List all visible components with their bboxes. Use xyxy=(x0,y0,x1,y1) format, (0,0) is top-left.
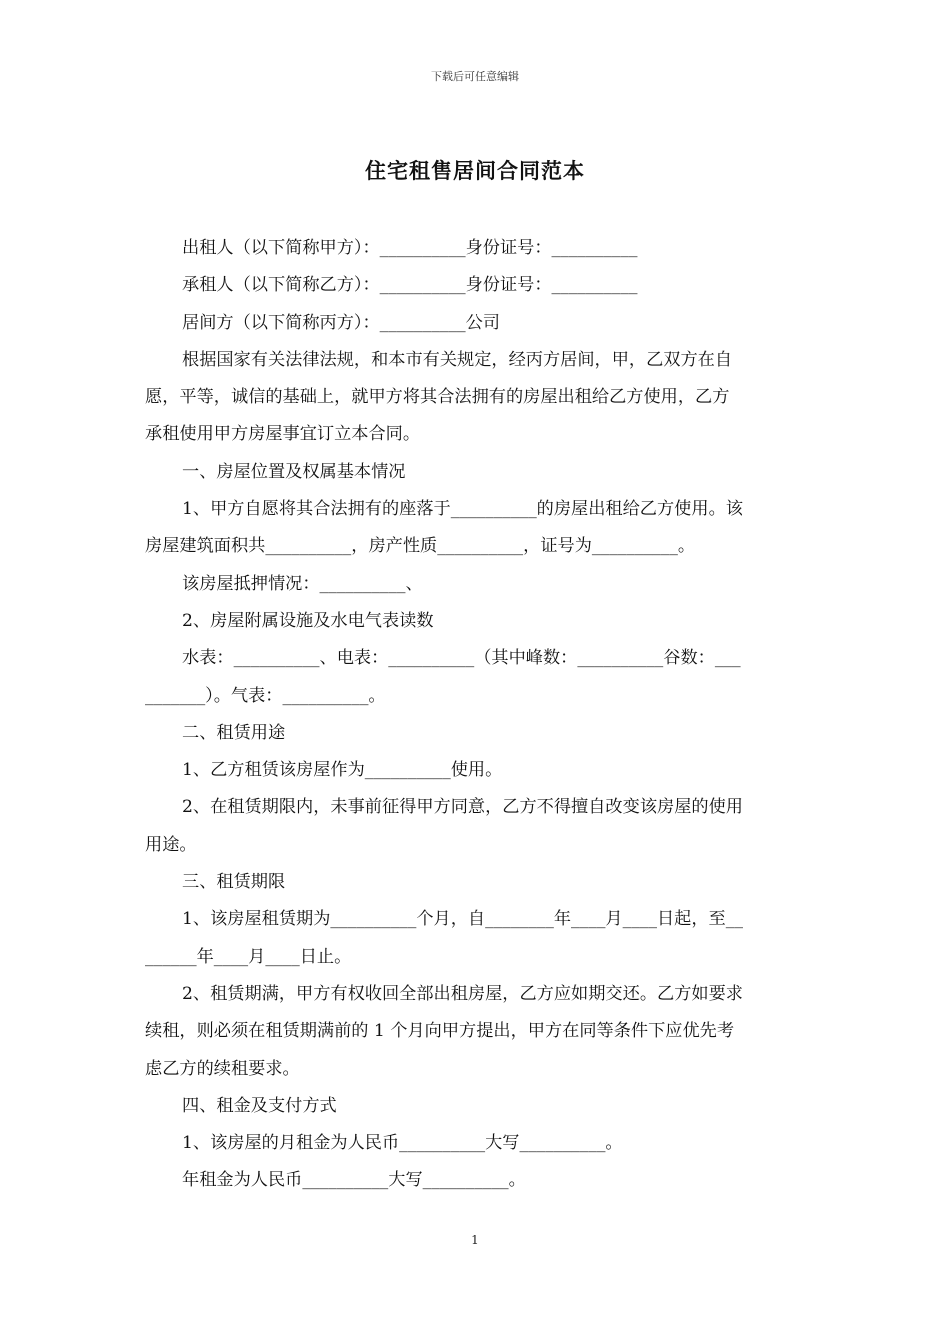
section-heading: 一、房屋位置及权属基本情况 xyxy=(182,461,406,482)
section-heading: 四、租金及支付方式 xyxy=(182,1095,337,1116)
paragraph-line: 2、租赁期满，甲方有权收回全部出租房屋，乙方应如期交还。乙方如要求 xyxy=(182,983,743,1004)
header-note: 下载后可任意编辑 xyxy=(431,70,519,83)
paragraph-line: 该房屋抵押情况：__________、 xyxy=(182,573,423,594)
contract-body xyxy=(145,230,810,1200)
paragraph-line: 1、该房屋租赁期为__________个月，自________年____月____日起，至__ xyxy=(182,909,743,930)
paragraph-line: 根据国家有关法律法规，和本市有关规定，经丙方居间，甲，乙双方在自 xyxy=(182,349,733,370)
paragraph-line: 2、在租赁期限内，未事前征得甲方同意，乙方不得擅自改变该房屋的使用 xyxy=(182,797,743,818)
paragraph-line: 居间方（以下简称丙方）：__________公司 xyxy=(182,312,500,333)
paragraph-line: 水表：__________、电表：__________（其中峰数：__________谷数：___ xyxy=(182,648,741,669)
paragraph-line: 虑乙方的续租要求。 xyxy=(145,1058,300,1079)
paragraph-line: 用途。 xyxy=(145,834,197,855)
paragraph-line: 1、该房屋的月租金为人民币__________大写__________。 xyxy=(182,1133,623,1154)
paragraph-line: 愿，平等，诚信的基础上，就甲方将其合法拥有的房屋出租给乙方使用，乙方 xyxy=(145,387,730,408)
paragraph-line: 承租人（以下简称乙方）：__________身份证号：__________ xyxy=(182,275,638,296)
paragraph-line: 1、乙方租赁该房屋作为__________使用。 xyxy=(182,760,503,781)
section-heading: 二、租赁用途 xyxy=(182,722,286,743)
page-number: 1 xyxy=(471,1233,479,1247)
paragraph-line: 续租，则必须在租赁期满前的 1 个月向甲方提出，甲方在同等条件下应优先考 xyxy=(145,1021,735,1042)
paragraph-line: ______年____月____日止。 xyxy=(145,946,352,967)
paragraph-line: 年租金为人民币__________大写__________。 xyxy=(182,1170,526,1191)
paragraph-line: 房屋建筑面积共__________，房产性质__________，证号为__________。 xyxy=(145,536,696,557)
paragraph-line: 2、房屋附属设施及水电气表读数 xyxy=(182,610,434,631)
section-heading: 三、租赁期限 xyxy=(182,872,286,893)
document-title: 住宅租售居间合同范本 xyxy=(365,158,585,183)
paragraph-line: 1、甲方自愿将其合法拥有的座落于__________的房屋出租给乙方使用。该 xyxy=(182,499,743,520)
paragraph-line: 承租使用甲方房屋事宜订立本合同。 xyxy=(145,424,421,445)
paragraph-line: 出租人（以下简称甲方）：__________身份证号：__________ xyxy=(182,238,638,258)
paragraph-line: _______）。气表：__________。 xyxy=(145,685,386,706)
